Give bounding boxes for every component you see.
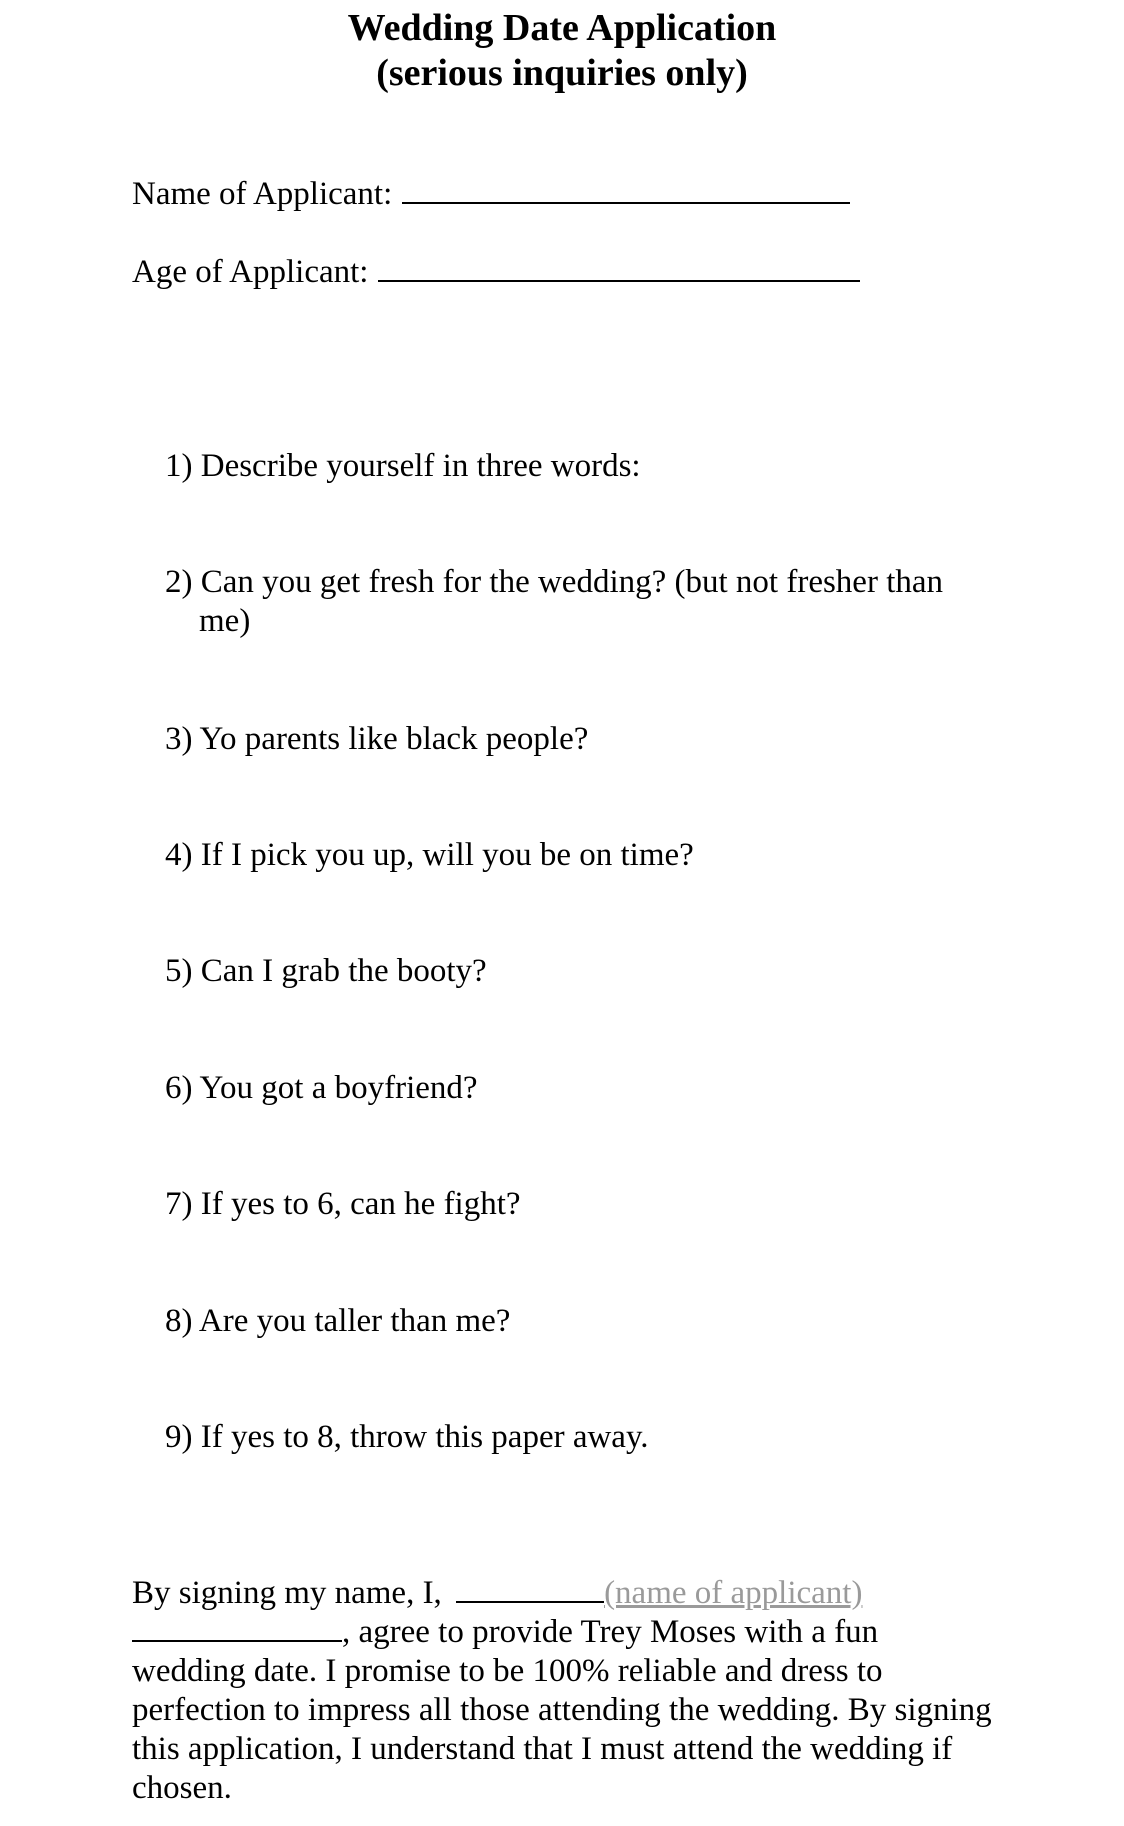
signature-blank[interactable]	[456, 1579, 604, 1603]
question-2: 2) Can you get fresh for the wedding? (but not fresher than me)	[165, 564, 944, 639]
question-3: 3) Yo parents like black people?	[165, 721, 589, 757]
applicant-age-blank[interactable]	[378, 254, 860, 282]
question-4: 4) If I pick you up, will you be on time?	[165, 837, 694, 873]
page-title: Wedding Date Application	[347, 7, 777, 49]
applicant-age-field	[132, 252, 860, 292]
question-5: 5) Can I grab the booty?	[165, 953, 487, 989]
agreement-body: , agree to provide Trey Moses with a fun wedding date. I promise to be 100% reliable and dress to perfection to impress all those attending the wedding. By signing this application, I understand that I must attend the wedding if chosen.	[132, 1614, 992, 1806]
question-6: 6) You got a boyfriend?	[165, 1070, 478, 1106]
name-placeholder-hint: (name of applicant)	[604, 1575, 863, 1611]
question-9: 9) If yes to 8, throw this paper away.	[165, 1419, 649, 1455]
question-8: 8) Are you taller than me?	[165, 1303, 511, 1339]
applicant-age-label: Age of Applicant:	[132, 254, 369, 290]
signature-agreement	[132, 1574, 992, 1808]
question-7: 7) If yes to 6, can he fight?	[165, 1186, 521, 1222]
question-1: 1) Describe yourself in three words:	[165, 448, 641, 484]
applicant-name-label: Name of Applicant:	[132, 176, 393, 212]
page-subtitle: (serious inquiries only)	[376, 52, 748, 94]
applicant-name-blank[interactable]	[402, 176, 850, 204]
signature-blank-continued[interactable]	[132, 1618, 342, 1642]
agreement-intro: By signing my name, I,	[132, 1575, 442, 1611]
applicant-name-field	[132, 174, 850, 214]
